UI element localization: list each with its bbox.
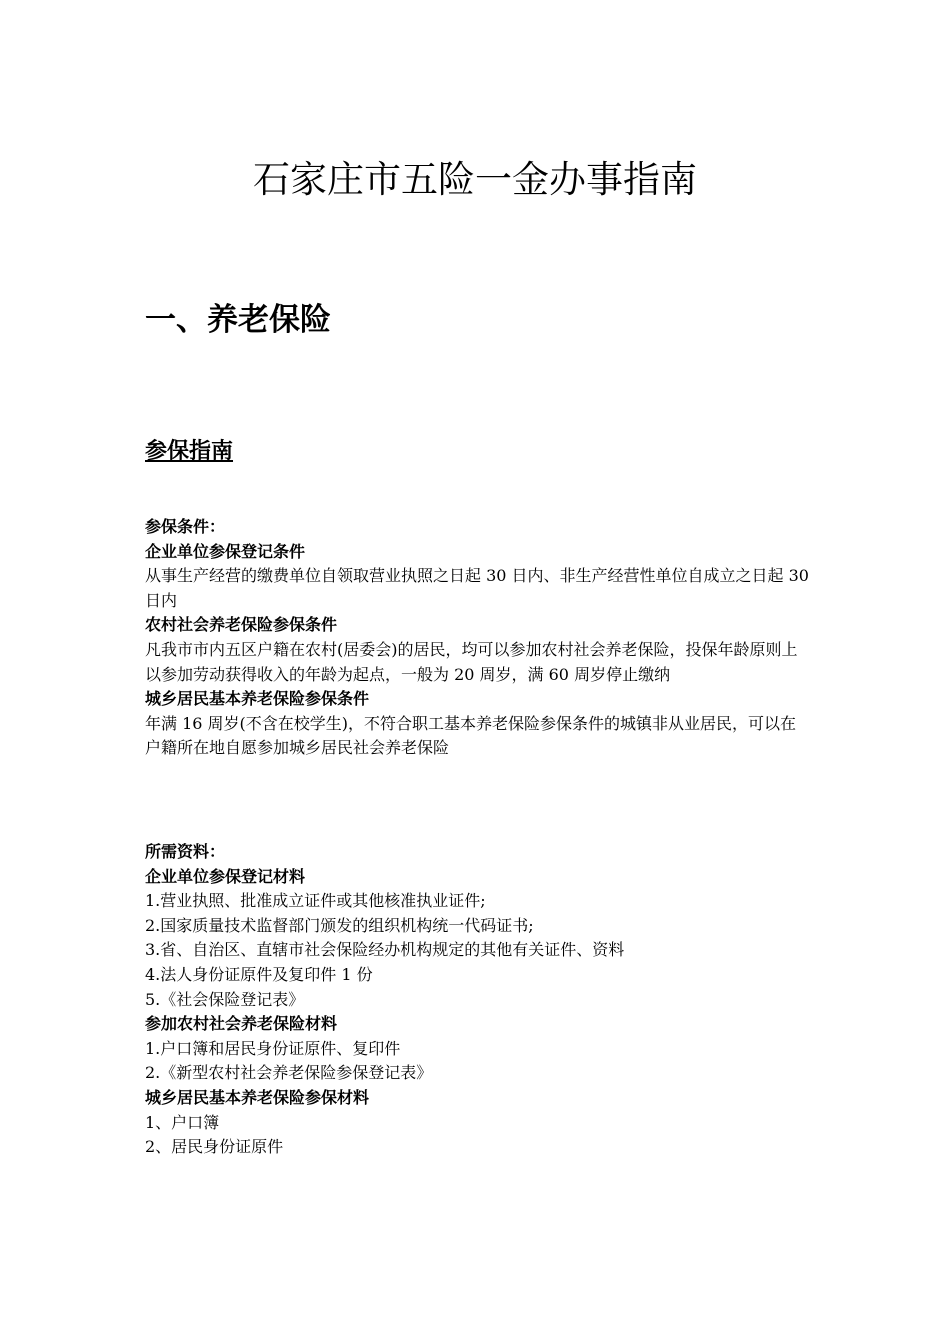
list-item: 2.国家质量技术监督部门颁发的组织机构统一代码证书;	[145, 915, 534, 935]
urban-rural-conditions-heading: 城乡居民基本养老保险参保条件	[145, 689, 370, 709]
sub-heading-guide: 参保指南	[145, 438, 234, 464]
section-heading-pension: 一、养老保险	[145, 302, 331, 338]
rural-conditions-heading: 农村社会养老保险参保条件	[145, 615, 338, 635]
urban-rural-materials-heading: 城乡居民基本养老保险参保材料	[145, 1087, 370, 1107]
list-item: 3.省、自治区、直辖市社会保险经办机构规定的其他有关证件、资料	[145, 940, 625, 960]
list-item: 2、居民身份证原件	[145, 1137, 284, 1157]
list-item: 1.户口簿和居民身份证原件、复印件	[145, 1038, 401, 1058]
urban-rural-conditions-text: 年满 16 周岁(不含在校学生)，不符合职工基本养老保险参保条件的城镇非从业居民，可以在户籍所在地自愿参加城乡居民社会养老保险	[145, 713, 797, 758]
materials-label: 所需资料：	[145, 842, 226, 861]
list-item: 2.《新型农村社会养老保险参保登记表》	[145, 1063, 433, 1083]
enterprise-materials-heading: 企业单位参保登记材料	[145, 866, 306, 886]
list-item: 5.《社会保险登记表》	[145, 989, 305, 1009]
rural-conditions-text: 凡我市市内五区户籍在农村(居委会)的居民，均可以参加农村社会养老保险，投保年龄原则上以参加劳动获得收入的年龄为起点，一般为 20 周岁，满 60 周岁停止缴纳	[145, 639, 798, 684]
materials-block	[145, 840, 810, 1160]
conditions-block	[145, 515, 810, 761]
rural-materials-heading: 参加农村社会养老保险材料	[145, 1014, 338, 1034]
list-item: 1.营业执照、批准成立证件或其他核准执业证件;	[145, 891, 486, 911]
document-title: 石家庄市五险一金办事指南	[253, 158, 697, 201]
enterprise-conditions-heading: 企业单位参保登记条件	[145, 541, 306, 561]
conditions-label: 参保条件：	[145, 517, 226, 536]
list-item: 4.法人身份证原件及复印件 1 份	[145, 964, 373, 984]
list-item: 1、户口簿	[145, 1112, 220, 1132]
enterprise-conditions-text: 从事生产经营的缴费单位自领取营业执照之日起 30 日内、非生产经营性单位自成立之日起 30 日内	[145, 566, 809, 610]
